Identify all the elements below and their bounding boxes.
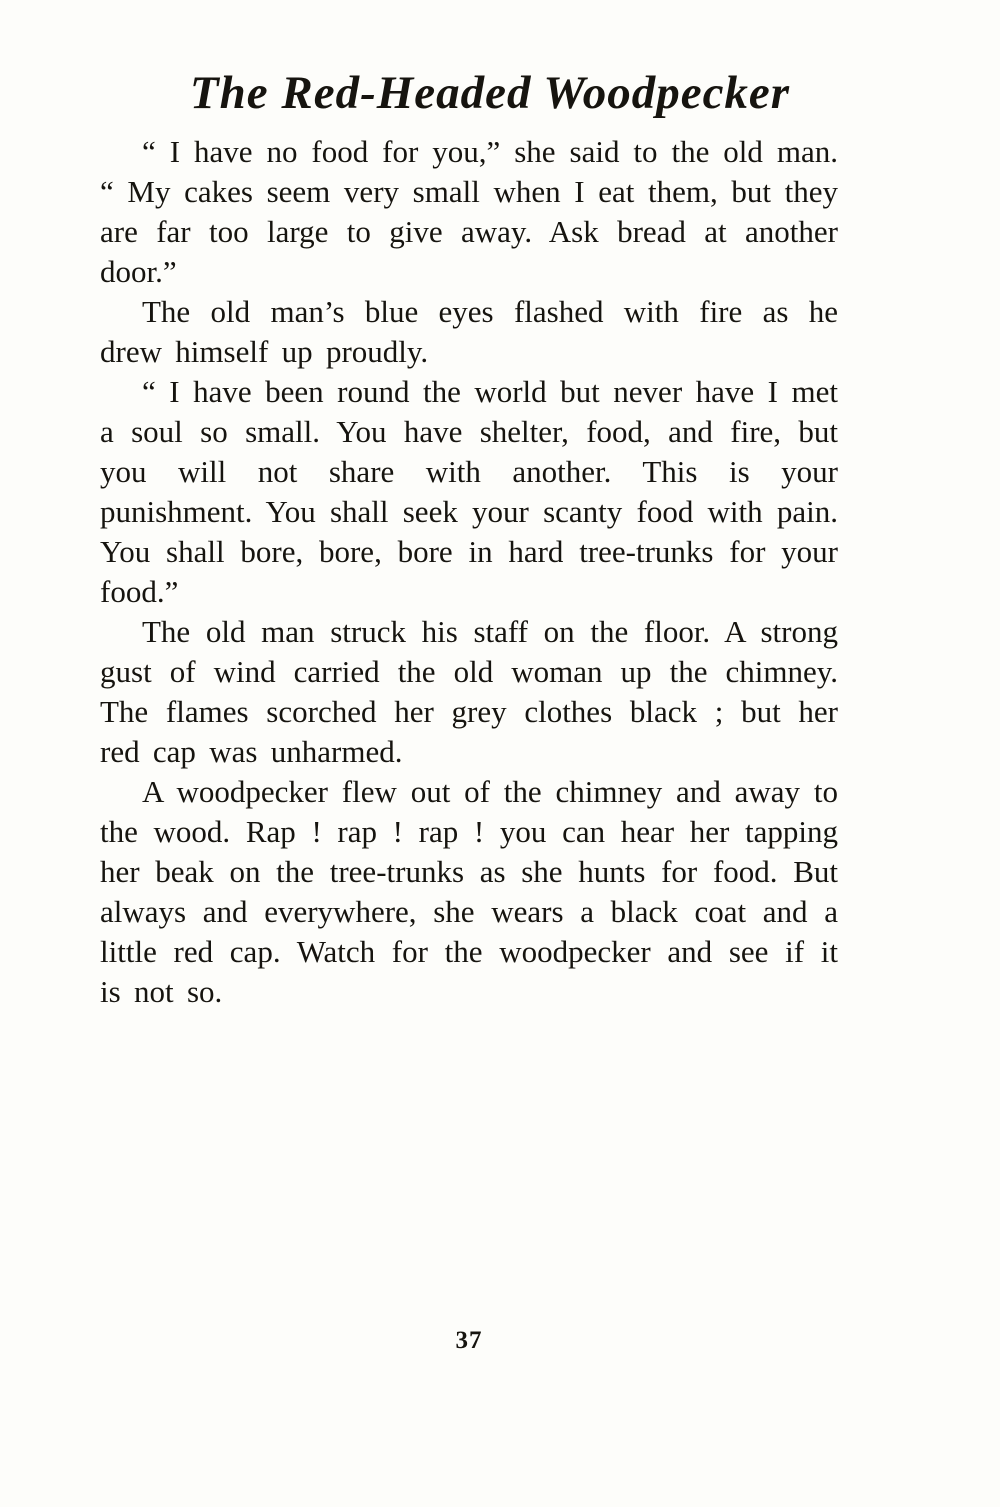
paragraph-1: “ I have no food for you,” she said to the old man. “ My cakes seem very small when I eat them, but they are far too large to give away. Ask bread at another door.” — [100, 133, 838, 289]
page-number: 37 — [455, 1327, 483, 1354]
paragraph-5: A woodpecker flew out of the chimney and away to the wood. Rap ! rap ! rap ! you can hear her tapping her beak on the tree-trunks as she hunts for food. But always and everywhere, she wears a black coat and a little red cap. Watch for the woodpecker and see if it is not so. — [100, 773, 838, 1009]
paragraph-3: “ I have been round the world but never have I met a soul so small. You have shelter, food, and fire, but you will not share with another. This is your punishment. You shall seek your scanty food with pain. You shall bore, bore, bore in hard tree-trunks for your food.” — [100, 373, 838, 609]
page-body — [100, 132, 838, 1012]
paragraph-2: The old man’s blue eyes flashed with fire as he drew himself up proudly. — [100, 293, 838, 369]
page-title: The Red-Headed Woodpecker — [189, 67, 791, 119]
paragraph-4: The old man struck his staff on the floor. A strong gust of wind carried the old woman up the chimney. The flames scorched her grey clothes black ; but her red cap was unharmed. — [100, 613, 838, 769]
